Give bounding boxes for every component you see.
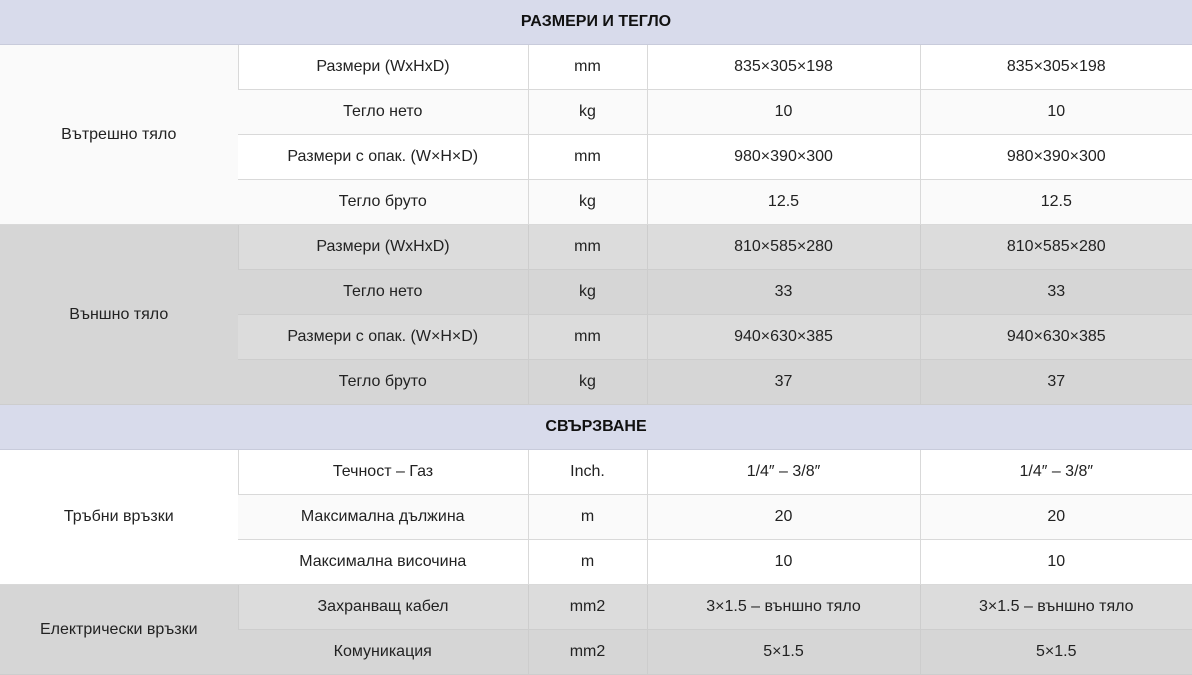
value-cell-2: 20 [920, 495, 1192, 540]
param-cell: Течност – Газ [238, 450, 528, 495]
param-cell: Тегло бруто [238, 360, 528, 405]
section-header-dimensions [0, 0, 1192, 45]
param-cell: Тегло нето [238, 90, 528, 135]
param-cell: Тегло нето [238, 270, 528, 315]
unit-cell: mm2 [528, 630, 647, 675]
param-cell: Размери с опак. (W×H×D) [238, 135, 528, 180]
param-cell: Размери (WxHxD) [238, 225, 528, 270]
value-cell-2: 33 [920, 270, 1192, 315]
value-cell-1: 37 [647, 360, 920, 405]
value-cell-2: 37 [920, 360, 1192, 405]
param-cell: Размери с опак. (W×H×D) [238, 315, 528, 360]
value-cell-2: 10 [920, 540, 1192, 585]
unit-cell: mm2 [528, 585, 647, 630]
unit-cell: m [528, 540, 647, 585]
unit-cell: mm [528, 315, 647, 360]
param-cell: Максимална дължина [238, 495, 528, 540]
value-cell-1: 10 [647, 540, 920, 585]
group-label-outdoor-unit: Външно тяло [0, 225, 238, 405]
param-cell: Тегло бруто [238, 180, 528, 225]
table-row [0, 450, 1192, 495]
value-cell-2: 10 [920, 90, 1192, 135]
param-cell: Захранващ кабел [238, 585, 528, 630]
value-cell-2: 940×630×385 [920, 315, 1192, 360]
section-header-connection [0, 405, 1192, 450]
unit-cell: m [528, 495, 647, 540]
table-row [0, 585, 1192, 630]
value-cell-1: 980×390×300 [647, 135, 920, 180]
value-cell-2: 12.5 [920, 180, 1192, 225]
table-row [0, 45, 1192, 90]
value-cell-1: 3×1.5 – външно тяло [647, 585, 920, 630]
unit-cell: kg [528, 360, 647, 405]
group-label-pipe-connections: Тръбни връзки [0, 450, 238, 585]
unit-cell: Inch. [528, 450, 647, 495]
value-cell-1: 5×1.5 [647, 630, 920, 675]
value-cell-2: 3×1.5 – външно тяло [920, 585, 1192, 630]
unit-cell: kg [528, 180, 647, 225]
unit-cell: kg [528, 270, 647, 315]
group-label-electrical-connections: Електрически връзки [0, 585, 238, 675]
value-cell-1: 10 [647, 90, 920, 135]
section-title: РАЗМЕРИ И ТЕГЛО [0, 0, 1192, 45]
value-cell-1: 810×585×280 [647, 225, 920, 270]
group-label-indoor-unit: Вътрешно тяло [0, 45, 238, 225]
param-cell: Комуникация [238, 630, 528, 675]
value-cell-1: 1/4″ – 3/8″ [647, 450, 920, 495]
unit-cell: mm [528, 225, 647, 270]
value-cell-2: 835×305×198 [920, 45, 1192, 90]
value-cell-1: 835×305×198 [647, 45, 920, 90]
value-cell-2: 810×585×280 [920, 225, 1192, 270]
unit-cell: mm [528, 45, 647, 90]
param-cell: Размери (WxHxD) [238, 45, 528, 90]
value-cell-1: 12.5 [647, 180, 920, 225]
value-cell-1: 33 [647, 270, 920, 315]
value-cell-2: 1/4″ – 3/8″ [920, 450, 1192, 495]
value-cell-1: 20 [647, 495, 920, 540]
unit-cell: kg [528, 90, 647, 135]
unit-cell: mm [528, 135, 647, 180]
value-cell-2: 5×1.5 [920, 630, 1192, 675]
value-cell-1: 940×630×385 [647, 315, 920, 360]
table-row [0, 225, 1192, 270]
param-cell: Максимална височина [238, 540, 528, 585]
value-cell-2: 980×390×300 [920, 135, 1192, 180]
section-title: СВЪРЗВАНЕ [0, 405, 1192, 450]
